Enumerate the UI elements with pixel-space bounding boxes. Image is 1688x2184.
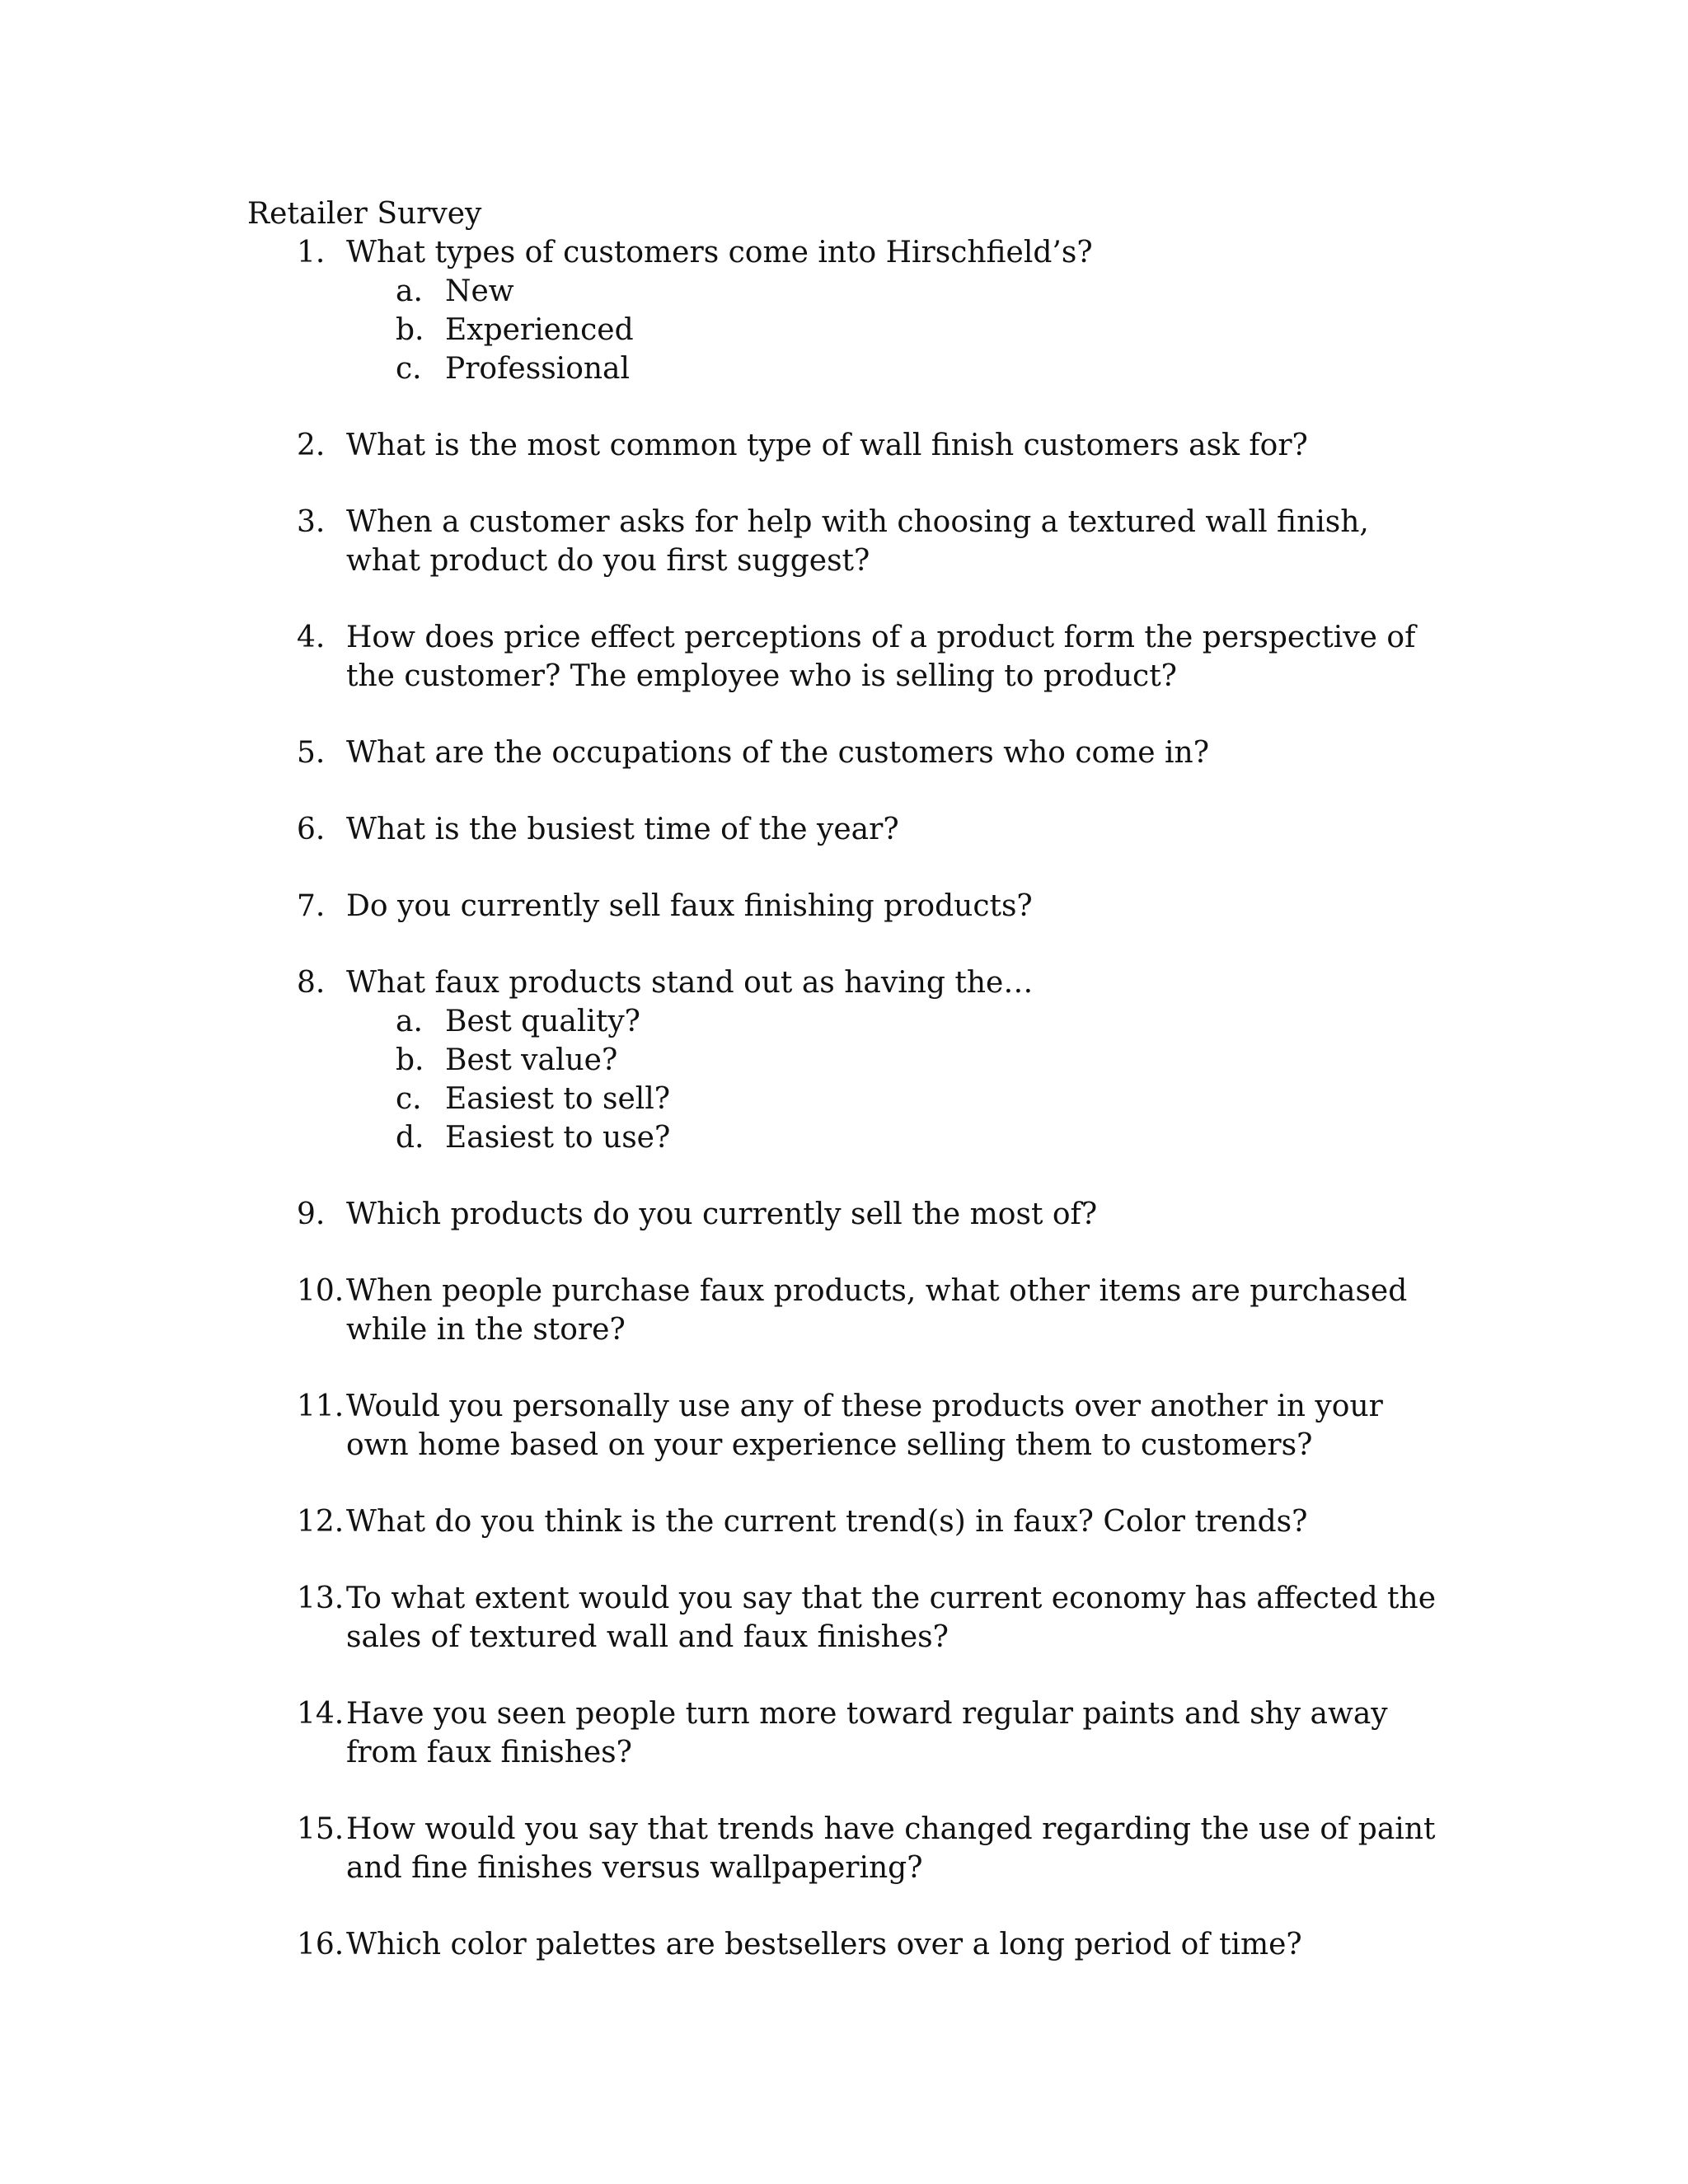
- question-body: [346, 887, 1451, 926]
- option-text: Best value?: [445, 1043, 618, 1077]
- question-text: What do you think is the current trend(s) in faux? Color trends?: [346, 1505, 1308, 1539]
- question-number: 4.: [297, 621, 326, 654]
- option-item: [346, 349, 1451, 388]
- question-item: [247, 1579, 1451, 1657]
- question-text: When a customer asks for help with choosing a textured wall finish, what product do you first suggest?: [346, 505, 1369, 578]
- option-text: Best quality?: [445, 1005, 640, 1038]
- question-text: What is the busiest time of the year?: [346, 813, 899, 846]
- option-item: [346, 311, 1451, 349]
- question-body: [346, 1694, 1451, 1772]
- question-number-cell: [247, 618, 346, 696]
- question-number: 14.: [297, 1697, 345, 1731]
- option-text: Professional: [445, 352, 631, 386]
- question-number-cell: [247, 1810, 346, 1887]
- question-text: Do you currently sell faux finishing products?: [346, 889, 1033, 923]
- question-item: [247, 1502, 1451, 1541]
- question-number: 12.: [297, 1505, 345, 1539]
- question-item: [247, 233, 1451, 388]
- question-item: [247, 887, 1451, 926]
- question-body: [346, 1579, 1451, 1657]
- question-body: [346, 1502, 1451, 1541]
- question-text: How would you say that trends have changed regarding the use of paint and fine finishes versus wallpapering?: [346, 1812, 1436, 1885]
- question-item: [247, 1694, 1451, 1772]
- question-body: [346, 733, 1451, 772]
- option-item: [346, 272, 1451, 311]
- option-list: [346, 272, 1451, 388]
- question-number: 6.: [297, 813, 326, 846]
- question-body: [346, 618, 1451, 696]
- question-item: [247, 963, 1451, 1157]
- question-number-cell: [247, 1502, 346, 1541]
- question-number-cell: [247, 1579, 346, 1657]
- question-number-cell: [247, 1694, 346, 1772]
- question-body: [346, 426, 1451, 465]
- survey-document: [247, 194, 1451, 1964]
- question-body: [346, 810, 1451, 849]
- option-item: [346, 1041, 1451, 1080]
- option-list: [346, 1002, 1451, 1157]
- question-body: [346, 1925, 1451, 1964]
- question-number-cell: [247, 887, 346, 926]
- question-item: [247, 426, 1451, 465]
- question-number: 15.: [297, 1812, 345, 1846]
- question-item: [247, 1272, 1451, 1349]
- document-title: Retailer Survey: [247, 197, 482, 231]
- question-item: [247, 1810, 1451, 1887]
- question-text: What is the most common type of wall finish customers ask for?: [346, 429, 1308, 462]
- option-letter: c.: [396, 352, 422, 386]
- question-item: [247, 1195, 1451, 1234]
- question-body: [346, 1272, 1451, 1349]
- question-text: Would you personally use any of these products over another in your own home based on your experience selling them to customers?: [346, 1390, 1383, 1462]
- question-list: [247, 233, 1451, 1964]
- question-number: 13.: [297, 1582, 345, 1615]
- question-text: What are the occupations of the customers who come in?: [346, 736, 1210, 770]
- question-number-cell: [247, 1195, 346, 1234]
- question-number: 3.: [297, 505, 326, 539]
- option-item: [346, 1080, 1451, 1118]
- question-body: [346, 1195, 1451, 1234]
- question-body: [346, 1387, 1451, 1465]
- question-text: What faux products stand out as having the…: [346, 966, 1034, 1000]
- question-number-cell: [247, 503, 346, 580]
- question-text: Have you seen people turn more toward regular paints and shy away from faux finishes?: [346, 1697, 1388, 1769]
- question-number: 16.: [297, 1928, 345, 1961]
- question-number-cell: [247, 810, 346, 849]
- question-number: 10.: [297, 1274, 345, 1308]
- question-text: What types of customers come into Hirschfield’s?: [346, 236, 1093, 269]
- question-item: [247, 1387, 1451, 1465]
- option-letter: b.: [396, 1043, 424, 1077]
- question-number: 11.: [297, 1390, 345, 1423]
- question-number: 1.: [297, 236, 326, 269]
- question-number-cell: [247, 1925, 346, 1964]
- question-number-cell: [247, 233, 346, 388]
- question-text: Which color palettes are bestsellers over a long period of time?: [346, 1928, 1302, 1961]
- question-number: 8.: [297, 966, 326, 1000]
- option-letter: c.: [396, 1082, 422, 1116]
- option-text: Easiest to use?: [445, 1121, 671, 1155]
- question-body: [346, 233, 1451, 388]
- question-body: [346, 963, 1451, 1157]
- question-item: [247, 618, 1451, 696]
- question-body: [346, 503, 1451, 580]
- question-item: [247, 1925, 1451, 1964]
- question-number-cell: [247, 426, 346, 465]
- option-text: New: [445, 274, 514, 308]
- question-body: [346, 1810, 1451, 1887]
- question-number-cell: [247, 733, 346, 772]
- question-item: [247, 503, 1451, 580]
- question-text: How does price effect perceptions of a product form the perspective of the customer? The employee who is selling to product?: [346, 621, 1416, 693]
- question-number: 9.: [297, 1197, 326, 1231]
- question-number: 2.: [297, 429, 326, 462]
- question-number: 7.: [297, 889, 326, 923]
- option-letter: b.: [396, 313, 424, 347]
- question-text: To what extent would you say that the current economy has affected the sales of textured wall and faux finishes?: [346, 1582, 1437, 1654]
- option-text: Easiest to sell?: [445, 1082, 671, 1116]
- question-number: 5.: [297, 736, 326, 770]
- option-text: Experienced: [445, 313, 634, 347]
- question-number-cell: [247, 1387, 346, 1465]
- question-number-cell: [247, 963, 346, 1157]
- option-letter: a.: [396, 1005, 423, 1038]
- option-letter: a.: [396, 274, 423, 308]
- option-item: [346, 1118, 1451, 1157]
- question-text: Which products do you currently sell the most of?: [346, 1197, 1098, 1231]
- option-item: [346, 1002, 1451, 1041]
- question-item: [247, 733, 1451, 772]
- question-number-cell: [247, 1272, 346, 1349]
- question-text: When people purchase faux products, what other items are purchased while in the store?: [346, 1274, 1408, 1347]
- question-item: [247, 810, 1451, 849]
- option-letter: d.: [396, 1121, 424, 1155]
